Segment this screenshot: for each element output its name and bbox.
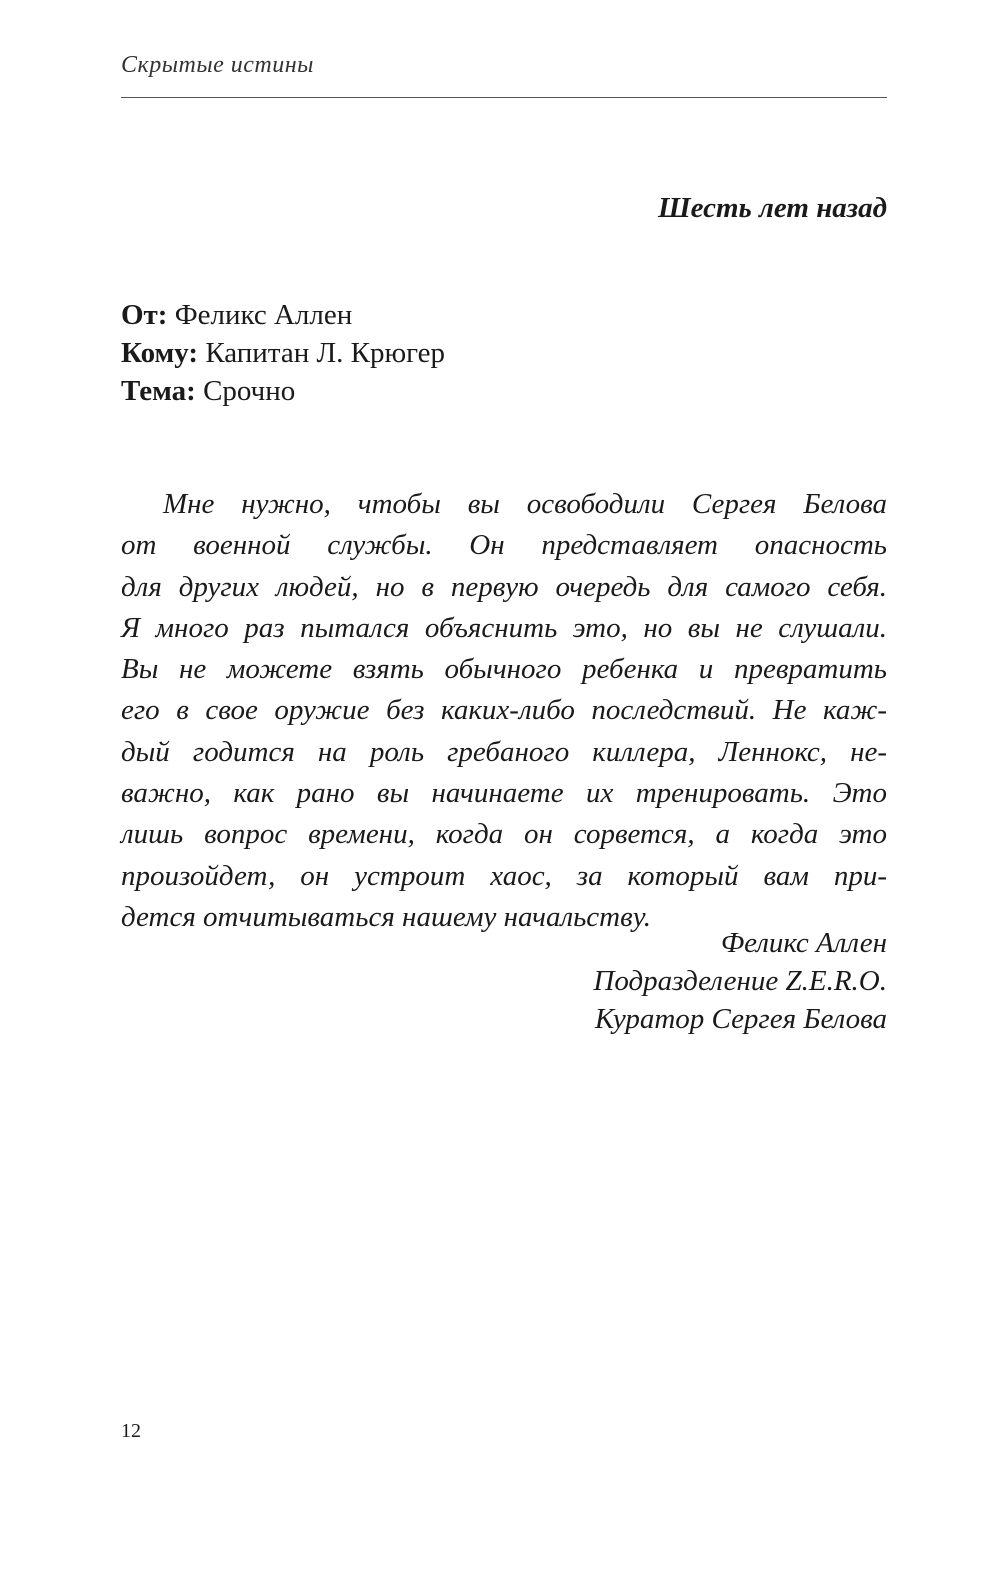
to-value: Капитан Л. Крюгер — [205, 337, 446, 369]
subject-row — [121, 372, 445, 410]
body-line: Я много раз пытался объяснить это, но вы не слушали. — [121, 611, 887, 644]
to-label: Кому: — [121, 337, 199, 369]
body-line: его в свое оружие без каких-либо последствий. Не каж- — [121, 694, 887, 727]
from-label: От: — [121, 299, 168, 331]
from-value: Феликс Аллен — [174, 299, 353, 331]
body-line: важно, как рано вы начинаете их тренировать. Это — [121, 777, 887, 810]
body-line: дется отчитываться нашему начальству. — [121, 900, 651, 933]
body-line: произойдет, он устроит хаос, за который вам при- — [121, 859, 887, 892]
chapter-heading: Шесть лет назад — [657, 192, 887, 224]
body-line: Мне нужно, чтобы вы освободили Сергея Белова — [163, 488, 887, 520]
running-header-title: Скрытые истины — [121, 52, 314, 78]
body-line: лишь вопрос времени, когда он сорвется, а когда это — [121, 818, 887, 851]
from-row — [121, 296, 445, 334]
subject-value: Срочно — [203, 375, 296, 407]
body-line: от военной службы. Он представляет опасность — [121, 529, 887, 562]
signature-block — [593, 924, 887, 1038]
letter-meta — [121, 296, 445, 410]
signature-role: Куратор Сергея Белова — [594, 1003, 887, 1035]
header-divider — [121, 97, 887, 98]
signature-name: Феликс Аллен — [720, 927, 887, 959]
body-line: Вы не можете взять обычного ребенка и превратить — [121, 653, 887, 686]
body-line: дый годится на роль гребаного киллера, Леннокс, не- — [121, 735, 887, 768]
body-line: для других людей, но в первую очередь для самого себя. — [121, 570, 887, 603]
subject-label: Тема: — [121, 375, 196, 407]
letter-body — [121, 484, 887, 938]
signature-unit: Подразделение Z.E.R.O. — [593, 965, 887, 997]
page-number: 12 — [121, 1420, 141, 1442]
to-row — [121, 334, 445, 372]
